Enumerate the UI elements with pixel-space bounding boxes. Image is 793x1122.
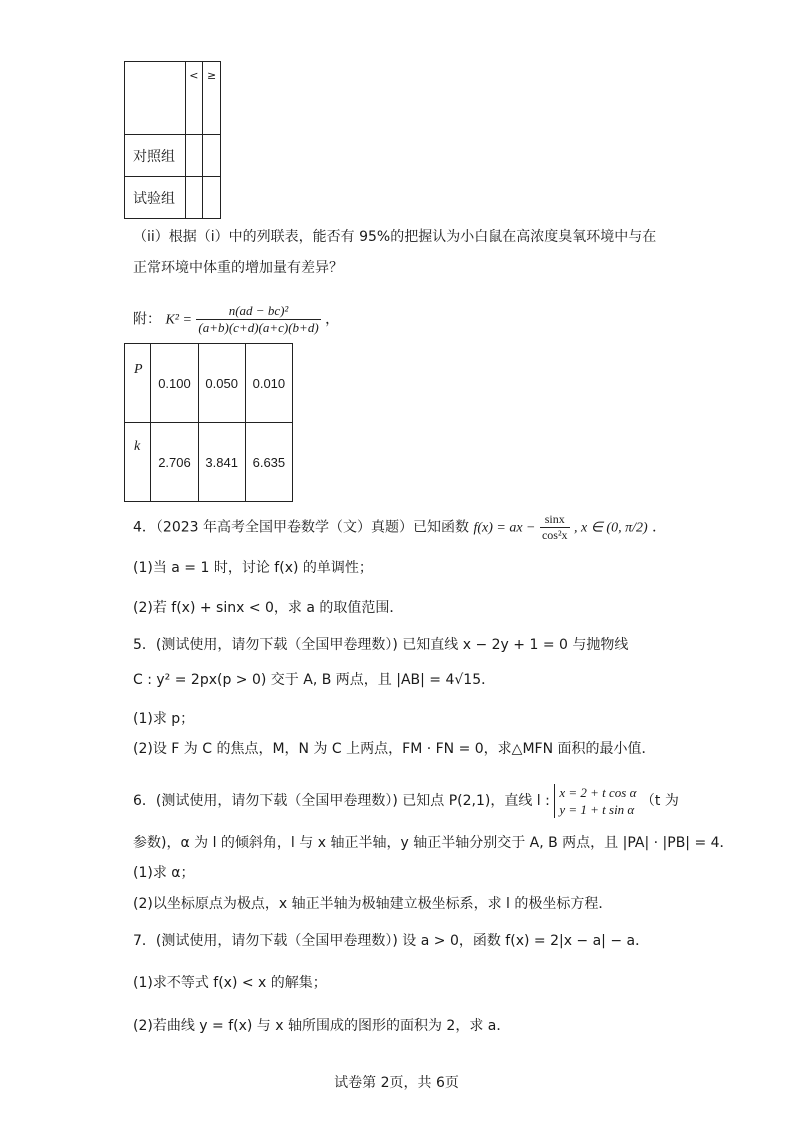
- q4-stem-prefix: 4．（2023 年高考全国甲卷数学（文）真题）已知函数: [133, 519, 469, 536]
- q6-param-system: [554, 784, 636, 818]
- q6-param-x: x = 2 + t cos α: [559, 785, 637, 800]
- table-cell: [185, 177, 203, 219]
- q4-part2: (2)若 f(x) + sinx < 0，求 a 的取值范围．: [133, 600, 404, 616]
- q6-part1: (1)求 α；: [133, 865, 195, 881]
- page-footer: 试卷第 2页，共 6页: [334, 1075, 459, 1091]
- k2-denominator: (a+b)(c+d)(a+c)(b+d): [198, 320, 319, 335]
- q7-line1: 7．(测试使用，请勿下载（全国甲卷理数）) 设 a > 0，函数 f(x) = 2|x − a| − a．: [133, 933, 650, 949]
- table-corner-cell: [125, 62, 186, 135]
- q4-frac-num: sinx: [540, 512, 570, 528]
- table-row-label: 对照组: [125, 135, 186, 177]
- q6-part2: (2)以坐标原点为极点，x 轴正半轴为极轴建立极坐标系，求 l 的极坐标方程．: [133, 896, 613, 912]
- q5-part2: (2)设 F 为 C 的焦点，M，N 为 C 上两点，FM · FN = 0，求△MFN 面积的最小值．: [133, 741, 656, 757]
- k2-tail: ，: [325, 311, 340, 328]
- table-cell: [185, 135, 203, 177]
- q5-part1: (1)求 p；: [133, 711, 195, 727]
- q7-part1: (1)求不等式 f(x) < x 的解集；: [133, 975, 327, 991]
- critical-value-table: [124, 343, 293, 502]
- table-row-label: 试验组: [125, 177, 186, 219]
- q6-line1: [133, 784, 679, 818]
- q7-part2: (2)若曲线 y = f(x) 与 x 轴所围成的图形的面积为 2，求 a．: [133, 1018, 511, 1034]
- k2-fraction: [196, 303, 320, 336]
- contingency-table: [124, 61, 221, 219]
- q4-fraction: [540, 512, 570, 543]
- row-label-p: P: [125, 344, 151, 423]
- row-label-k: k: [125, 423, 151, 502]
- q4-fx: f(x) = ax −: [473, 520, 536, 536]
- p-value-cell: 0.050: [198, 344, 245, 423]
- q4-frac-den: cos²x: [541, 528, 568, 542]
- appendix-label: 附：: [133, 311, 161, 328]
- k-value-cell: 2.706: [151, 423, 198, 502]
- table-header-cell: <: [185, 62, 203, 135]
- k-value-cell: 6.635: [245, 423, 292, 502]
- table-cell: [203, 135, 221, 177]
- table-header-cell: ≥: [203, 62, 221, 135]
- q3-ii-line1: （ii）根据（i）中的列联表，能否有 95%的把握认为小白鼠在高浓度臭氧环境中与在: [133, 229, 657, 245]
- q5-line2: C : y² = 2px(p > 0) 交于 A, B 两点，且 |AB| = 4√15．: [133, 672, 496, 688]
- table-cell: [203, 177, 221, 219]
- k-value-cell: 3.841: [198, 423, 245, 502]
- q4-stem: [133, 512, 666, 543]
- q4-stem-end: ．: [652, 519, 667, 536]
- q6-param-y: y = 1 + t sin α: [559, 802, 635, 817]
- q3-ii-line2: 正常环境中体重的增加量有差异？: [133, 260, 343, 276]
- p-value-cell: 0.100: [151, 344, 198, 423]
- k2-numerator: n(ad − bc)²: [196, 303, 320, 320]
- q4-domain: , x ∈ (0, π/2): [574, 520, 648, 536]
- q6-line2: 参数)，α 为 l 的倾斜角，l 与 x 轴正半轴，y 轴正半轴分别交于 A, B 两点，且 |PA| · |PB| = 4．: [133, 835, 734, 851]
- p-value-cell: 0.010: [245, 344, 292, 423]
- q6-line1-prefix: 6．(测试使用，请勿下载（全国甲卷理数）) 已知点 P(2,1)，直线 l :: [133, 793, 550, 809]
- k2-lhs: K² =: [165, 312, 192, 328]
- q6-line1-suffix: （t 为: [640, 793, 679, 809]
- k2-formula: [133, 303, 339, 336]
- q4-part1: (1)当 a = 1 时，讨论 f(x) 的单调性；: [133, 560, 373, 576]
- q5-line1: 5．(测试使用，请勿下载（全国甲卷理数）) 已知直线 x − 2y + 1 = 0 与抛物线: [133, 637, 629, 653]
